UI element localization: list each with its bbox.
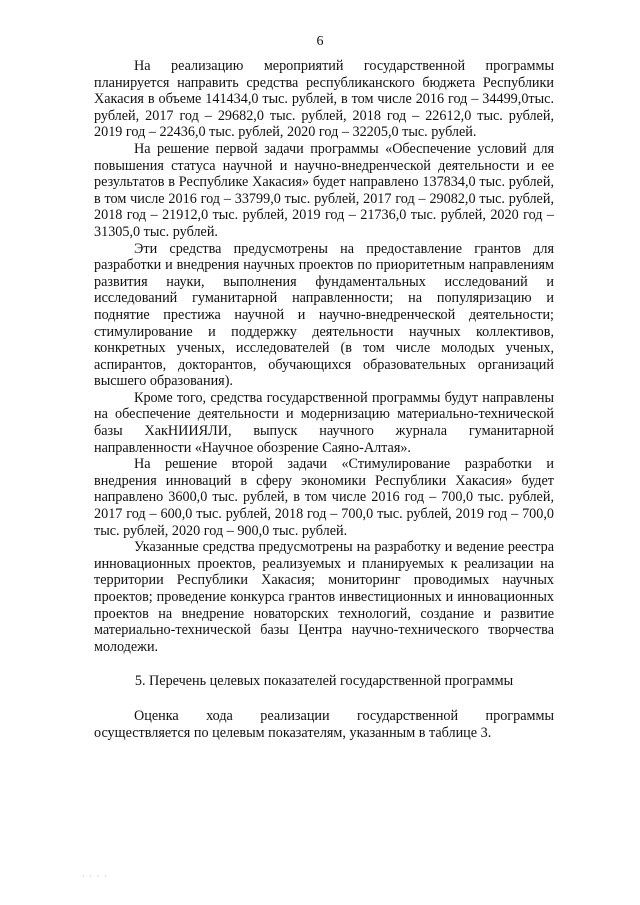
page-number: 6 [316,34,324,49]
document-body [94,58,554,741]
scan-artifact: · · · · [82,871,108,881]
paragraph-budget-total: На реализацию мероприятий государственной программы планируется направить средства республиканского бюджета Республики Хакасия в объеме 141434,0 тыс. рублей, в том числе 2016 год – 34499,0тыс. рублей, 2017 год – 29682,0 тыс. рублей, 2018 год – 22612,0 тыс. рублей, 2019 год – 22436,0 тыс. рублей, 2020 год – 32205,0 тыс. рублей. [94,58,554,141]
paragraph-first-task-funding: На решение первой задачи программы «Обеспечение условий для повышения статуса научной и научно-внедренческой деятельности и ее результатов в Республике Хакасия» будет направлено 137834,0 тыс. рублей, в том числе 2016 год – 33799,0 тыс. рублей, 2017 год – 29082,0 тыс. рублей, 2018 год – 21912,0 тыс. рублей, 2019 год – 21736,0 тыс. рублей, 2020 год – 31305,0 тыс. рублей. [94,140,554,240]
paragraph-innovation-registry: Указанные средства предусмотрены на разработку и ведение реестра инновационных проектов, реализуемых и планируемых к реализации на территории Республики Хакасия; мониторинг проводимых научных проектов; проведение конкурса грантов инвестиционных и инновационных проектов на внедрение новаторских технологий, создание и развитие материально-технической базы Центра научно-технического творчества молодежи. [94,539,554,655]
paragraph-second-task-funding: На решение второй задачи «Стимулирование разработки и внедрения инноваций в сферу экономики Республики Хакасия» будет направлено 3600,0 тыс. рублей, в том числе 2016 год – 700,0 тыс. рублей, 2017 год – 600,0 тыс. рублей, 2018 год – 700,0 тыс. рублей, 2019 год – 700,0 тыс. рублей, 2020 год – 900,0 тыс. рублей. [94,456,554,539]
section-heading: 5. Перечень целевых показателей государственной программы [134,673,514,690]
paragraph-grants-purpose: Эти средства предусмотрены на предоставление грантов для разработки и внедрения научных проектов по приоритетным направлениям развития науки, выполнения фундаментальных исследований и исследований гуманитарной направленности; на популяризацию и поднятие престижа научной и научно-внедренческой деятельности; стимулирование и поддержку деятельности научных коллективов, конкретных ученых, исследователей (в том числе молодых ученых, аспирантов, докторантов, обучающихся образовательных организаций высшего образования). [94,240,554,390]
paragraph-target-indicators: Оценка хода реализации государственной программы осуществляется по целевым показателям, указанным в таблице 3. [94,707,554,741]
paragraph-institute-support: Кроме того, средства государственной программы будут направлены на обеспечение деятельности и модернизацию материально-технической базы ХакНИИЯЛИ, выпуск научного журнала гуманитарной направленности «Научное обозрение Саяно-Алтая». [94,389,554,456]
